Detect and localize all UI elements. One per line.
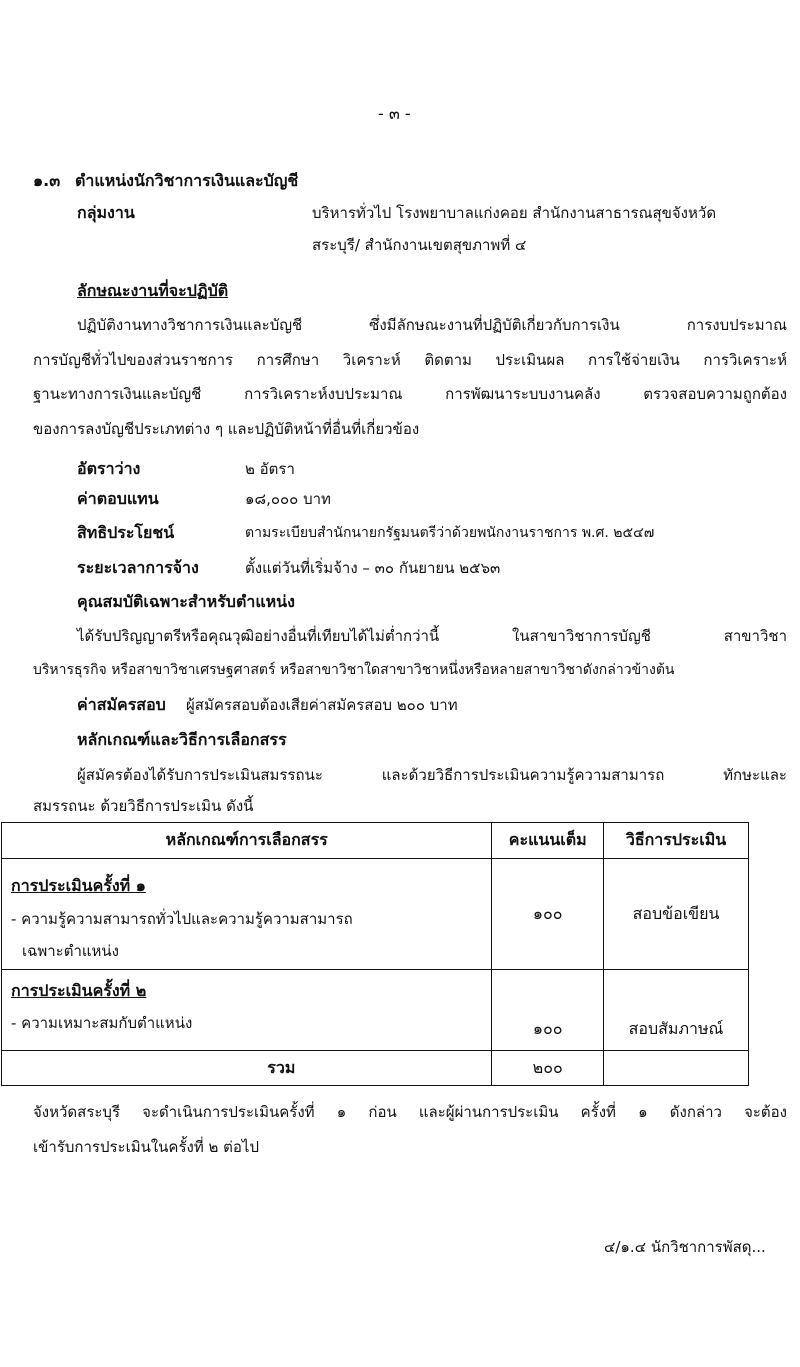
section-title: ตำแหน่งนักวิชาการเงินและบัญชี <box>75 171 299 190</box>
closing-line: จังหวัดสระบุรี จะดำเนินการประเมินครั้งที่ ๑ ก่อน และผู้ผ่านการประเมิน ครั้งที่ ๑ ดังกล่าว จะต้อง <box>33 1103 787 1121</box>
round2-item: - ความเหมาะสมกับตำแหน่ง <box>11 1014 193 1032</box>
round2-method: สอบสัมภาษณ์ <box>604 970 749 1051</box>
page-number: - ๓ - <box>378 104 411 123</box>
header-criteria: หลักเกณฑ์การเลือกสรร <box>2 823 492 859</box>
round1-item-line2: เฉพาะตำแหน่ง <box>22 942 120 960</box>
total-method-empty <box>604 1051 749 1086</box>
header-method: วิธีการประเมิน <box>604 823 749 859</box>
duties-line: ฐานะทางการเงินและบัญชี การวิเคราะห์งบประมาณ การพัฒนาระบบงานคลัง ตรวจสอบความถูกต้อง <box>33 385 787 403</box>
duties-line: ปฏิบัติงานทางวิชาการเงินและบัญชี ซึ่งมีลักษณะงานที่ปฏิบัติเกี่ยวกับการเงิน การงบประมาณ <box>77 316 787 334</box>
table-row <box>2 970 749 1051</box>
benefits-value: ตามระเบียบสำนักนายกรัฐมนตรีว่าด้วยพนักงานราชการ พ.ศ. ๒๕๔๗ <box>245 525 655 541</box>
round2-title: การประเมินครั้งที่ ๒ <box>11 981 147 1000</box>
round1-title: การประเมินครั้งที่ ๑ <box>11 876 146 895</box>
qualifications-line: ได้รับปริญญาตรีหรือคุณวุฒิอย่างอื่นที่เทียบได้ไม่ต่ำกว่านี้ ในสาขาวิชาการบัญชี สาขาวิชา <box>77 627 787 645</box>
salary-value: ๑๘,๐๐๐ บาท <box>245 490 331 508</box>
selection-line: ผู้สมัครต้องได้รับการประเมินสมรรถนะ และด้วยวิธีการประเมินความรู้ความสามารถ ทักษะและ <box>77 766 787 784</box>
fee-text: ผู้สมัครสอบต้องเสียค่าสมัครสอบ ๒๐๐ บาท <box>186 696 458 714</box>
period-value: ตั้งแต่วันที่เริ่มจ้าง – ๓๐ กันยายน ๒๕๖๓ <box>245 559 501 577</box>
benefits-label: สิทธิประโยชน์ <box>77 523 175 542</box>
total-label: รวม <box>2 1051 492 1086</box>
round1-method: สอบข้อเขียน <box>604 859 749 970</box>
duties-heading: ลักษณะงานที่จะปฏิบัติ <box>77 281 229 300</box>
round2-score: ๑๐๐ <box>492 970 604 1051</box>
criteria-table <box>1 822 749 1086</box>
workgroup-label: กลุ่มงาน <box>77 203 135 222</box>
fee-label: ค่าสมัครสอบ <box>77 695 166 714</box>
vacancies-value: ๒ อัตรา <box>245 460 295 478</box>
workgroup-value-line2: สระบุรี/ สำนักงานเขตสุขภาพที่ ๔ <box>312 236 527 254</box>
selection-heading: หลักเกณฑ์และวิธีการเลือกสรร <box>77 730 287 749</box>
salary-label: ค่าตอบแทน <box>77 489 159 508</box>
table-header-row <box>2 823 749 859</box>
next-page-reference: ๔/๑.๔ นักวิชาการพัสดุ... <box>604 1238 766 1256</box>
qualifications-heading: คุณสมบัติเฉพาะสำหรับตำแหน่ง <box>77 592 295 611</box>
workgroup-value-line1: บริหารทั่วไป โรงพยาบาลแก่งคอย สำนักงานสาธารณสุขจังหวัด <box>312 204 717 222</box>
period-label: ระยะเวลาการจ้าง <box>77 558 199 577</box>
table-row <box>2 859 749 970</box>
total-score: ๒๐๐ <box>492 1051 604 1086</box>
duties-line: การบัญชีทั่วไปของส่วนราชการ การศึกษา วิเคราะห์ ติดตาม ประเมินผล การใช้จ่ายเงิน การวิเคราะห์ <box>33 351 787 369</box>
selection-line: สมรรถนะ ด้วยวิธีการประเมิน ดังนี้ <box>33 797 254 815</box>
round1-item-line1: - ความรู้ความสามารถทั่วไปและความรู้ความสามารถ <box>11 910 353 928</box>
vacancies-label: อัตราว่าง <box>77 459 141 478</box>
qualifications-line: บริหารธุรกิจ หรือสาขาวิชาเศรษฐศาสตร์ หรือสาขาวิชาใดสาขาวิชาหนึ่งหรือหลายสาขาวิชาดังกล่าวข้างต้น <box>33 662 675 678</box>
closing-line: เข้ารับการประเมินในครั้งที่ ๒ ต่อไป <box>33 1138 259 1156</box>
header-full-score: คะแนนเต็ม <box>492 823 604 859</box>
table-total-row <box>2 1051 749 1086</box>
duties-line: ของการลงบัญชีประเภทต่าง ๆ และปฏิบัติหน้าที่อื่นที่เกี่ยวข้อง <box>33 420 420 438</box>
round1-score: ๑๐๐ <box>492 859 604 970</box>
section-number: ๑.๓ <box>33 171 61 190</box>
